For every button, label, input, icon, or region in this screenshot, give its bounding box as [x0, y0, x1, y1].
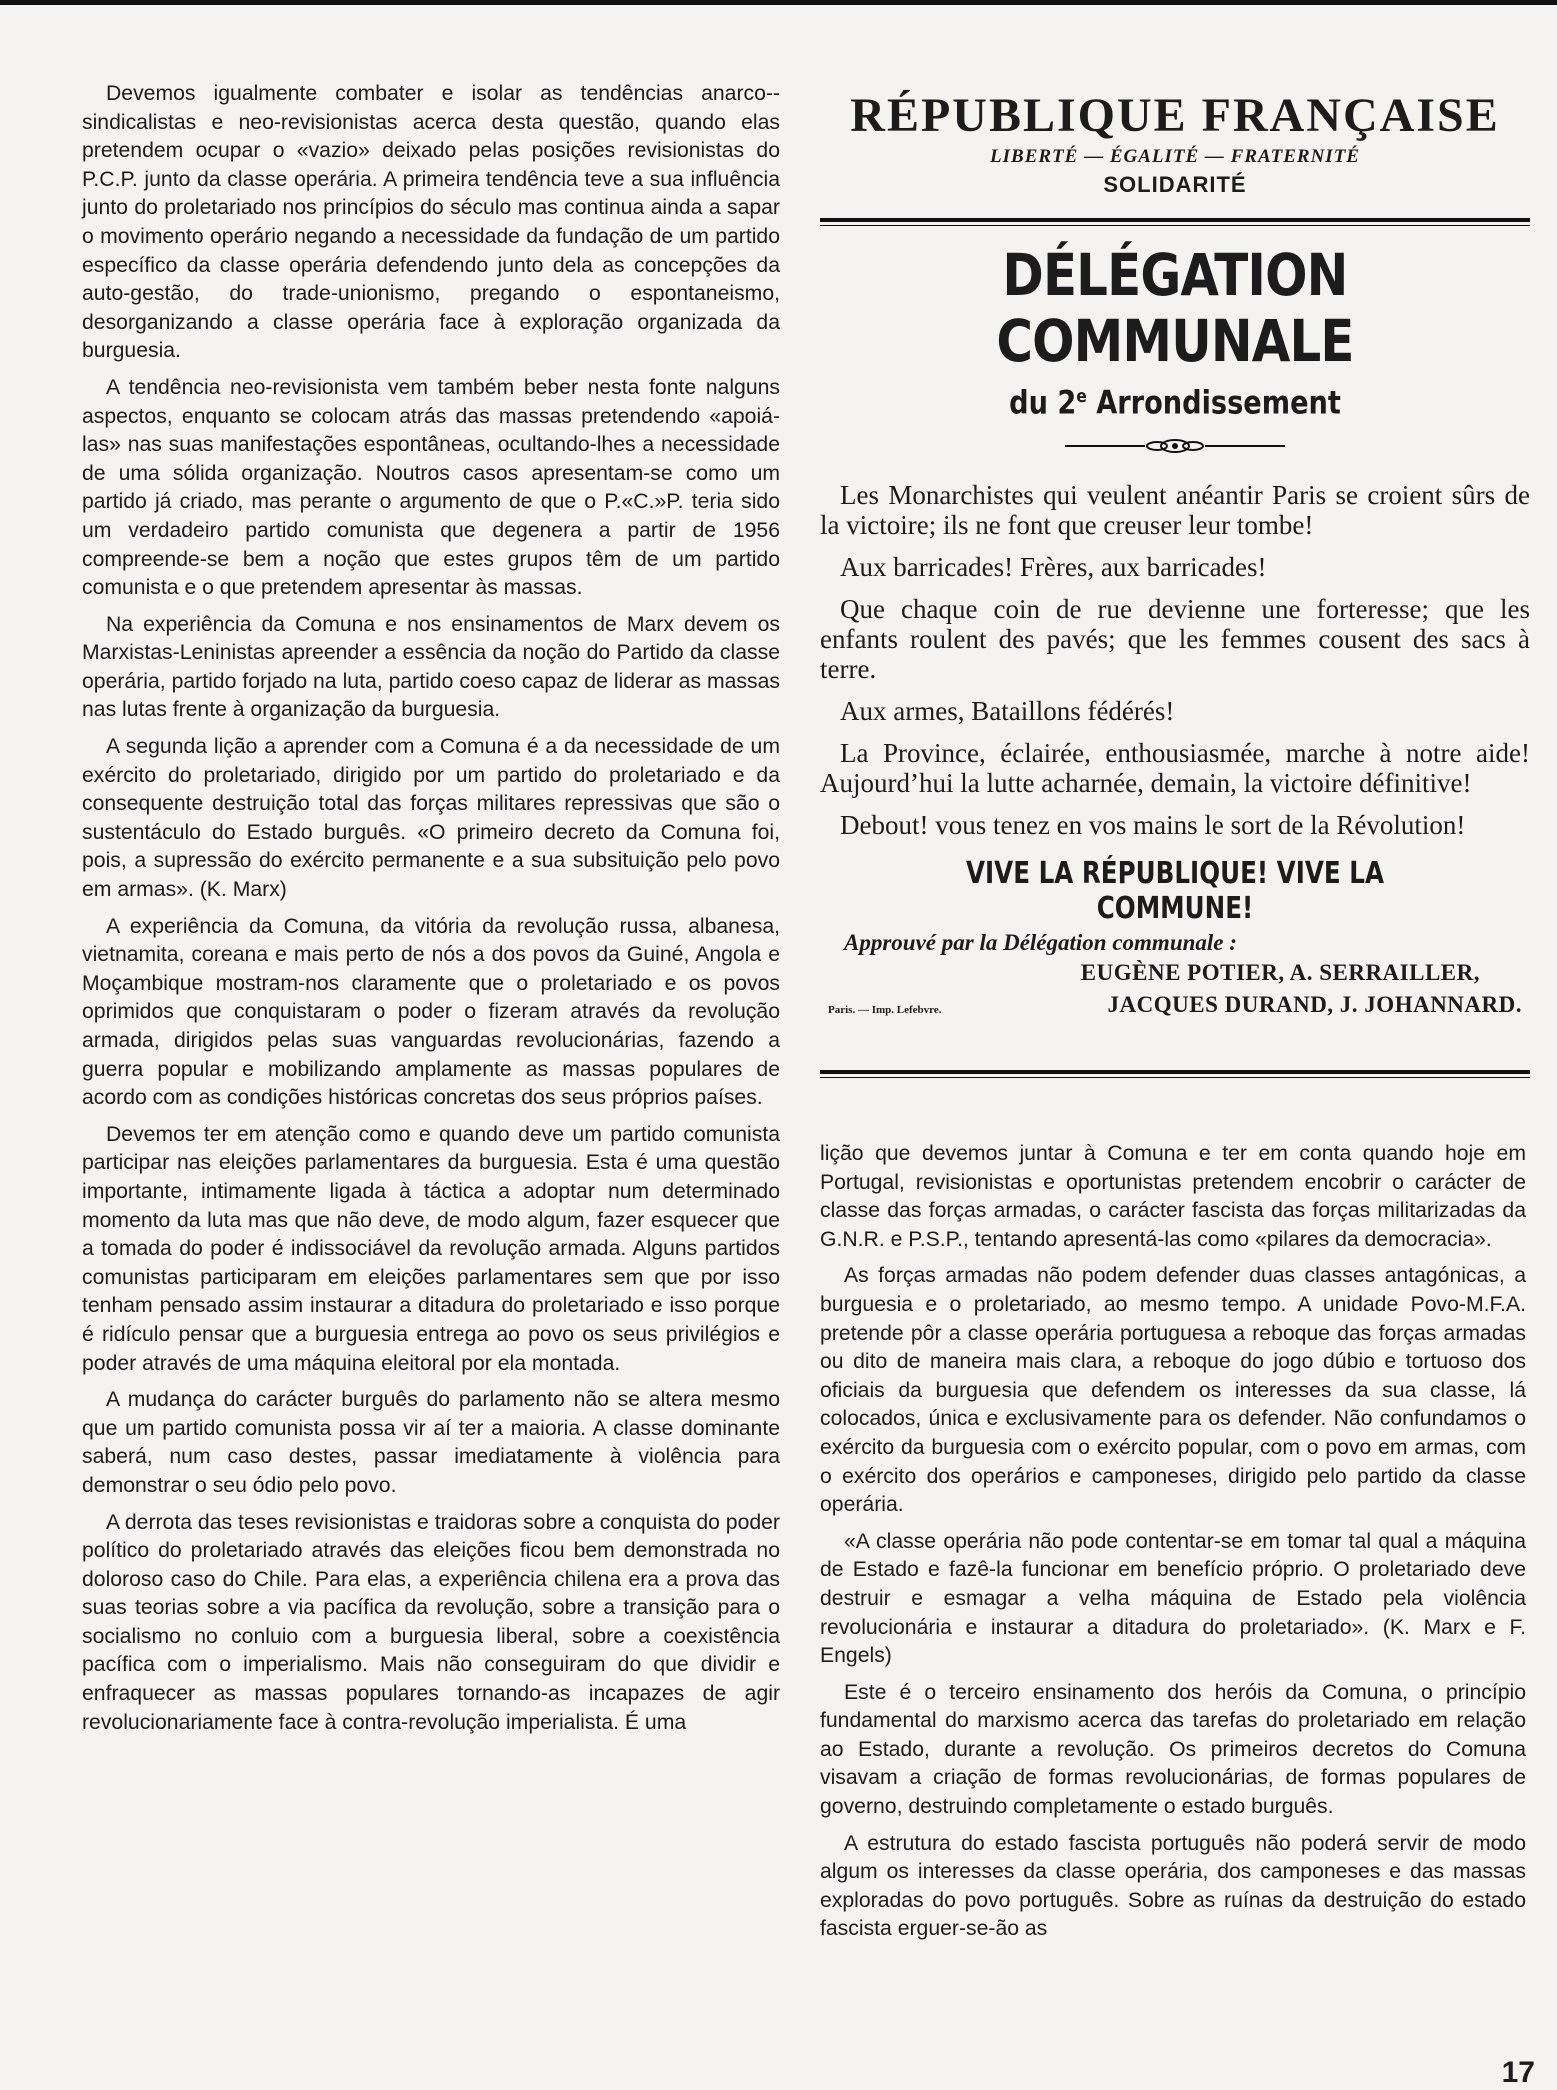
signatories-line-2: JACQUES DURAND, J. JOHANNARD. — [1107, 991, 1522, 1017]
paragraph: «A classe operária não pode contentar-se em tomar tal qual a máquina de Estado e fazê-la funcionar em benefício próprio. O proletariado deve destruir e esmagar a velha máquina de Estado pela violência revolucionária e instaurar a ditadura do proletariado». (K. Marx e F. Engels) — [820, 1529, 1526, 1668]
poster-signatures — [820, 960, 1530, 1024]
ornament-divider-icon — [820, 438, 1530, 454]
commune-poster — [820, 88, 1530, 1078]
signatories-line-1: EUGÈNE POTIER, A. SERRAILLER, — [1080, 959, 1480, 985]
poster-slogan: VIVE LA RÉPUBLIQUE! VIVE LA COMMUNE! — [965, 855, 1384, 926]
poster-approval: Approuvé par la Délégation communale : — [844, 929, 1237, 955]
top-border-rule — [0, 0, 1557, 5]
paragraph: lição que devemos juntar à Comuna e ter em conta quando hoje em Portugal, revisionistas e oportunistas pretendem encobrir o carácter de classe das forças armadas, o carácter fascista das forças militarizadas da G.N.R. e P.S.P., tentando apresentá-las como «pilares da democracia». — [820, 1142, 1526, 1251]
subheadline-superscript: e — [1076, 386, 1087, 407]
poster-body — [820, 480, 1530, 840]
paragraph: Este é o terceiro ensinamento dos heróis da Comuna, o princípio fundamental do marxismo acerca das tarefas do proletariado em relação ao Estado, durante a revolução. Os primeiros decretos do Comuna visavam a criação de formas revolucionárias, de formas populares de governo, destruindo completamente o estado burguês. — [820, 1680, 1526, 1819]
printer-imprint: Paris. — Imp. Lefebvre. — [828, 1003, 942, 1016]
paragraph: A derrota das teses revisionistas e traidoras sobre a conquista do poder político do proletariado através das eleições ficou bem demonstrada no doloroso caso do Chile. Para elas, a experiência chilena era a prova das suas teorias sobre a via pacífica da revolução, sobre a transição para o socialismo no conluio com a burguesia liberal, sobre a coexistência pacífica com o imperialismo. Mais não conseguiram do que dividir e enfraquecer as massas populares tornando-as incapazes de agir revolucionariamente face à contra-revolução imperialista. É uma — [82, 1510, 780, 1734]
right-text-column — [820, 1140, 1526, 1952]
subheadline-prefix: du 2 — [1009, 383, 1077, 422]
poster-title: RÉPUBLIQUE FRANÇAISE — [850, 89, 1500, 142]
poster-paragraph: Que chaque coin de rue devienne une forteresse; que les enfants roulent des pavés; que les femmes cousent des sacs à terre. — [820, 593, 1530, 684]
poster-solidarity: SOLIDARITÉ — [1103, 172, 1247, 197]
poster-paragraph: La Province, éclairée, enthousiasmée, marche à notre aide! Aujourd’hui la lutte acharnée, demain, la victoire définitive! — [820, 737, 1530, 798]
paragraph: Devemos ter em atenção como e quando deve um partido comunista participar nas eleições parlamentares da burguesia. Esta é uma questão importante, intimamente ligada à táctica a adoptar num determinado momento da luta mas que não deve, de modo algum, fazer esquecer que a tomada do poder é indissociável da revolução armada. Alguns partidos comunistas participaram em eleições parlamentares sem que por isso tenham pensado assim instaurar a ditadura do proletariado e isso porque é ridículo pensar que a burguesia entrega ao povo os seus privilégios e poder através de uma máquina eleitoral por ela montada. — [82, 1122, 780, 1375]
paragraph: As forças armadas não podem defender duas classes antagónicas, a burguesia e o proletariado, ao mesmo tempo. A unidade Povo-M.F.A. pretende pôr a classe operária portuguesa a reboque das forças armadas ou dito de maneira mais clara, a reboque do jogo dúbio e tortuoso dos oficiais da burguesia que defendem os interesses da sua classe, lá colocados, única e exclusivamente para os defender. Não confundamos o exército da burguesia com o exército popular, com o povo em armas, com o exército dos operários e camponeses, dirigido pelo partido da classe operária. — [820, 1264, 1526, 1517]
page-number: 17 — [1501, 2056, 1535, 2089]
paragraph: Na experiência da Comuna e nos ensinamentos de Marx devem os Marxistas-Leninistas apreender a essência da noção do Partido da classe operária, partido forjado na luta, partido coeso capaz de liderar as massas nas lutas frente à organização da burguesia. — [82, 612, 780, 722]
poster-top-rule — [820, 218, 1530, 226]
paragraph: A experiência da Comuna, da vitória da revolução russa, albanesa, vietnamita, coreana e mais perto de nós a dos povos da Guiné, Angola e Moçambique mostram-nos claramente que o proletariado e os povos oprimidos que conquistaram o poder o fizeram através da revolução armada, dirigidos pelas suas vanguardas revolucionárias, fazendo a guerra popular e mobilizando amplamente as massas populares de acordo com as condições históricas concretas dos seus próprios países. — [82, 914, 780, 1110]
paragraph: A mudança do carácter burguês do parlamento não se altera mesmo que um partido comunista possa vir aí ter a maioria. A classe dominante saberá, num caso destes, passar imediatamente à violência para demonstrar o seu ódio pelo povo. — [82, 1388, 780, 1497]
paragraph: Devemos igualmente combater e isolar as tendências anarco--sindicalistas e neo-revisionistas acerca desta questão, quando elas pretendem ocupar o «vazio» deixado pelas posições revisionistas do P.C.P. junto da classe operária. A primeira tendência teve a sua influência junto do proletariado nos princípios do século mas continua ainda a sapar o movimento operário negando a necessidade da fundação de um partido específico da classe operária defendendo junto dela as concepções da auto-gestão, do trade-unionismo, pregando o espontaneismo, desorganizando a classe operária face à exploração organizada da burguesia. — [82, 82, 780, 363]
paragraph: A estrutura do estado fascista português não poderá servir de modo algum os interesses da classe operária, dos camponeses e das massas exploradas do povo português. Sobre as ruínas da destruição do estado fascista erguer-se-ão as — [820, 1831, 1526, 1941]
paragraph: A tendência neo-revisionista vem também beber nesta fonte nalguns aspectos, enquanto se colocam atrás das massas pretendendo «apoiá-las» nas suas manifestações espontâneas, ocultando-lhes a necessidade de uma sólida organização. Noutros casos apresentam-se como um partido já criado, mas perante o argumento de que o P.«C.»P. teria sido um verdadeiro partido comunista que degenera a partir de 1956 compreende-se bem a noção que estes grupos têm de um partido comunista e o que pretendem apresentar às massas. — [82, 375, 780, 600]
poster-paragraph: Aux armes, Bataillons fédérés! — [840, 695, 1175, 726]
poster-paragraph: Les Monarchistes qui veulent anéantir Paris se croient sûrs de la victoire; ils ne font que creuser leur tombe! — [820, 479, 1530, 540]
subheadline-suffix: Arrondissement — [1086, 383, 1341, 422]
poster-bottom-rule — [820, 1070, 1530, 1078]
paragraph: A segunda lição a aprender com a Comuna é a da necessidade de um exército do proletariado, dirigido por um partido do proletariado e da consequente destruição total das forças militares repressivas que são o sustentáculo do Estado burguês. «O primeiro decreto da Comuna foi, pois, a supressão do exército permanente e a sua subsituição pelo povo em armas». (K. Marx) — [82, 735, 780, 902]
poster-subheadline — [873, 378, 1477, 422]
poster-headline: DÉLÉGATION COMMUNALE — [996, 241, 1354, 375]
poster-paragraph: Debout! vous tenez en vos mains le sort de la Révolution! — [840, 809, 1466, 840]
poster-motto: LIBERTÉ — ÉGALITÉ — FRATERNITÉ — [990, 146, 1360, 167]
left-text-column — [82, 80, 780, 1745]
poster-paragraph: Aux barricades! Frères, aux barricades! — [840, 551, 1267, 582]
